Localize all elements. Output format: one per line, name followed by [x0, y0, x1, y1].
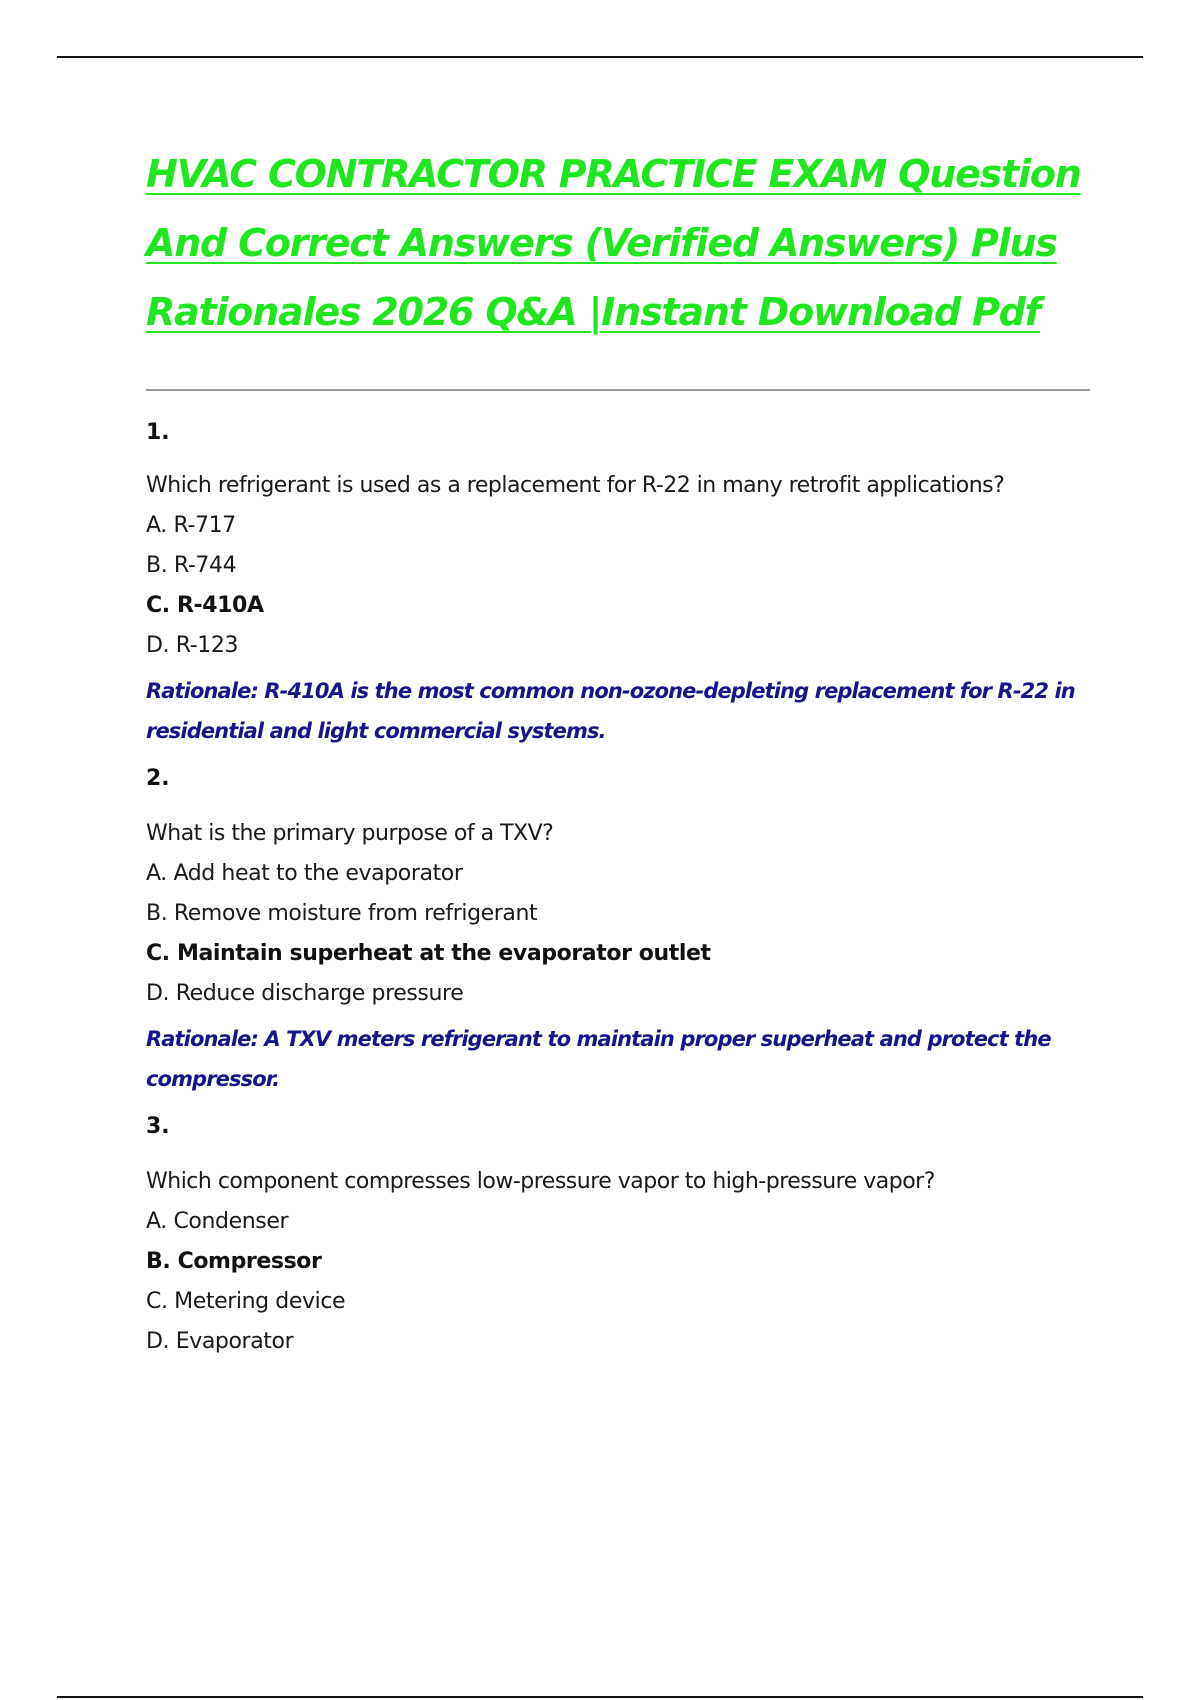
question-3	[146, 1113, 1090, 1357]
answer-option: D. Evaporator	[146, 1329, 294, 1354]
question-text: What is the primary purpose of a TXV?	[146, 821, 554, 846]
page-bottom-rule	[57, 1696, 1143, 1698]
rationale-text: Rationale: R-410A is the most common non-ozone-depleting replacement for R-22 in residential and light commercial systems.	[146, 679, 1075, 743]
correct-answer-option: C. R-410A	[146, 593, 264, 618]
page-top-rule	[57, 56, 1143, 58]
answer-options	[146, 511, 1090, 661]
answer-option: C. Metering device	[146, 1289, 346, 1314]
rationale-text: Rationale: A TXV meters refrigerant to maintain proper superheat and protect the compressor.	[146, 1027, 1051, 1091]
answer-option: A. R-717	[146, 513, 236, 538]
document-body	[146, 140, 1090, 1367]
answer-option: B. R-744	[146, 553, 237, 578]
document-title: HVAC CONTRACTOR PRACTICE EXAM Question And Correct Answers (Verified Answers) Plus Rationales 2026 Q&A |Instant Download Pdf	[146, 152, 1081, 334]
answer-option: D. R-123	[146, 633, 239, 658]
question-number: 3.	[146, 1114, 170, 1139]
answer-options	[146, 859, 1090, 1009]
correct-answer-option: C. Maintain superheat at the evaporator outlet	[146, 941, 711, 966]
answer-option: A. Add heat to the evaporator	[146, 861, 463, 886]
question-text: Which refrigerant is used as a replacement for R-22 in many retrofit applications?	[146, 473, 1005, 498]
question-text: Which component compresses low-pressure vapor to high-pressure vapor?	[146, 1169, 935, 1194]
question-2	[146, 765, 1090, 1099]
question-1	[146, 419, 1090, 751]
question-number: 1.	[146, 420, 170, 445]
answer-option: A. Condenser	[146, 1209, 289, 1234]
answer-option: B. Remove moisture from refrigerant	[146, 901, 538, 926]
correct-answer-option: B. Compressor	[146, 1249, 322, 1274]
answer-option: D. Reduce discharge pressure	[146, 981, 464, 1006]
answer-options	[146, 1207, 1090, 1357]
title-divider	[146, 389, 1090, 391]
question-number: 2.	[146, 766, 170, 791]
